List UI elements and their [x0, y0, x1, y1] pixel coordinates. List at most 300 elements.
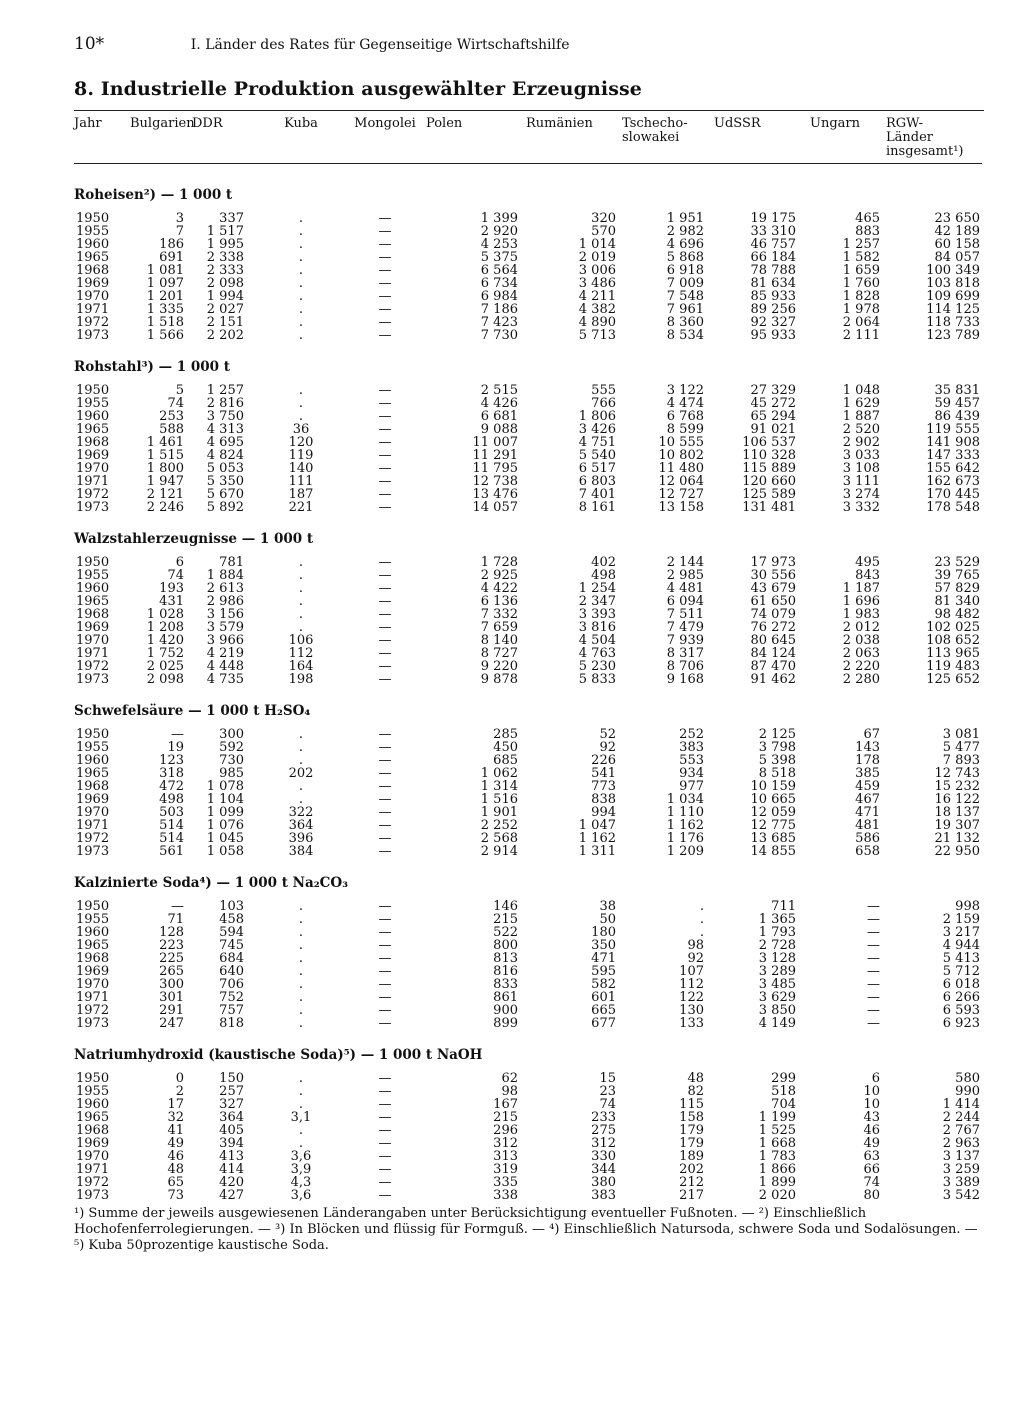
value-cell: 1 629: [842, 396, 880, 411]
value-cell: .: [699, 925, 704, 940]
value-cell: 467: [855, 792, 880, 807]
value-cell: 312: [493, 1136, 518, 1151]
value-cell: 1 078: [206, 779, 244, 794]
value-cell: 7 961: [666, 302, 704, 317]
value-cell: —: [378, 474, 392, 489]
value-cell: 2 728: [758, 938, 796, 953]
value-cell: 300: [159, 977, 184, 992]
value-cell: —: [378, 1016, 392, 1031]
value-cell: 5 892: [206, 500, 244, 515]
value-cell: 63: [863, 1149, 880, 1164]
value-cell: 36: [292, 422, 310, 437]
value-cell: 5 670: [206, 487, 244, 502]
value-cell: 12 743: [934, 766, 980, 781]
value-cell: 2 064: [842, 315, 880, 330]
value-cell: 3 217: [942, 925, 980, 940]
value-cell: 119: [288, 448, 314, 463]
value-cell: —: [378, 620, 392, 635]
value-cell: .: [298, 1097, 304, 1112]
value-cell: 45 272: [750, 396, 796, 411]
value-cell: 2 767: [942, 1123, 980, 1138]
value-cell: 1 162: [578, 831, 616, 846]
value-cell: 8 140: [480, 633, 518, 648]
value-cell: 5: [175, 383, 184, 398]
column-header: Rumänien: [526, 116, 593, 131]
value-cell: 1 097: [146, 276, 184, 291]
value-cell: 3 033: [842, 448, 880, 463]
value-cell: 13 158: [658, 500, 704, 515]
year-cell: 1950: [76, 1071, 110, 1086]
table-row: [74, 728, 982, 741]
value-cell: 19 307: [934, 818, 980, 833]
value-cell: 143: [855, 740, 880, 755]
value-cell: 514: [159, 818, 184, 833]
value-cell: 33 310: [750, 224, 796, 239]
value-cell: .: [298, 568, 304, 583]
table-row: [74, 965, 982, 978]
value-cell: 2 098: [206, 276, 244, 291]
value-cell: —: [378, 224, 392, 239]
value-cell: 330: [591, 1149, 616, 1164]
value-cell: 7 401: [578, 487, 616, 502]
column-header: Bulgarien: [130, 116, 195, 131]
value-cell: 318: [159, 766, 184, 781]
value-cell: —: [378, 250, 392, 265]
value-cell: 1 728: [480, 555, 518, 570]
value-cell: .: [298, 753, 304, 768]
value-cell: 2 985: [666, 568, 704, 583]
value-cell: 128: [159, 925, 184, 940]
value-cell: 43: [863, 1110, 880, 1125]
value-cell: 1 110: [666, 805, 704, 820]
value-cell: 1 104: [206, 792, 244, 807]
year-cell: 1969: [76, 276, 110, 291]
year-cell: 1972: [76, 659, 110, 674]
value-cell: 495: [855, 555, 880, 570]
value-cell: 7 009: [666, 276, 704, 291]
value-cell: 498: [159, 792, 184, 807]
value-cell: 7: [175, 224, 184, 239]
value-cell: 3 259: [942, 1162, 980, 1177]
value-cell: 6: [871, 1071, 880, 1086]
value-cell: 223: [159, 938, 184, 953]
value-cell: 291: [159, 1003, 184, 1018]
value-cell: 431: [159, 594, 184, 609]
value-cell: 98: [501, 1084, 518, 1099]
value-cell: 1 516: [480, 792, 518, 807]
value-cell: 10 159: [750, 779, 796, 794]
value-cell: 2 902: [842, 435, 880, 450]
value-cell: 3,9: [290, 1162, 312, 1177]
year-cell: 1970: [76, 289, 110, 304]
value-cell: —: [378, 276, 392, 291]
value-cell: 147 333: [926, 448, 980, 463]
value-cell: 66 184: [750, 250, 796, 265]
value-cell: 257: [219, 1084, 244, 1099]
value-cell: 113 965: [926, 646, 980, 661]
value-cell: 3 486: [578, 276, 616, 291]
table-row: [74, 1176, 982, 1189]
section-heading-row: [74, 858, 982, 900]
value-cell: 8 727: [480, 646, 518, 661]
value-cell: —: [378, 899, 392, 914]
value-cell: 10 802: [658, 448, 704, 463]
value-cell: 7 893: [942, 753, 980, 768]
value-cell: 745: [219, 938, 244, 953]
value-cell: 773: [591, 779, 616, 794]
year-cell: 1960: [76, 753, 110, 768]
value-cell: 498: [591, 568, 616, 583]
value-cell: —: [378, 912, 392, 927]
value-cell: —: [378, 396, 392, 411]
value-cell: .: [298, 1071, 304, 1086]
value-cell: 23 529: [934, 555, 980, 570]
value-cell: 285: [493, 727, 518, 742]
value-cell: —: [378, 659, 392, 674]
year-cell: 1970: [76, 1149, 110, 1164]
value-cell: .: [298, 211, 304, 226]
value-cell: 125 652: [926, 672, 980, 687]
value-cell: 82: [687, 1084, 704, 1099]
value-cell: 1 208: [146, 620, 184, 635]
value-cell: —: [378, 581, 392, 596]
value-cell: 275: [591, 1123, 616, 1138]
value-cell: .: [298, 263, 304, 278]
value-cell: —: [378, 964, 392, 979]
year-cell: 1968: [76, 607, 110, 622]
value-cell: 187: [288, 487, 314, 502]
value-cell: 472: [159, 779, 184, 794]
year-cell: 1973: [76, 500, 110, 515]
value-cell: 212: [679, 1175, 704, 1190]
value-cell: 503: [159, 805, 184, 820]
value-cell: 757: [219, 1003, 244, 1018]
value-cell: 115: [679, 1097, 704, 1112]
column-header: DDR: [192, 116, 223, 131]
value-cell: 46: [863, 1123, 880, 1138]
year-cell: 1965: [76, 766, 110, 781]
value-cell: 9 220: [480, 659, 518, 674]
year-cell: 1955: [76, 740, 110, 755]
value-cell: 10: [863, 1084, 880, 1099]
year-cell: 1965: [76, 422, 110, 437]
value-cell: .: [298, 925, 304, 940]
value-cell: —: [378, 328, 392, 343]
value-cell: 2: [175, 1084, 184, 1099]
year-cell: 1969: [76, 620, 110, 635]
value-cell: —: [378, 211, 392, 226]
value-cell: 4 824: [206, 448, 244, 463]
value-cell: 7 939: [666, 633, 704, 648]
value-cell: 1 099: [206, 805, 244, 820]
page-number: 10*: [74, 34, 105, 54]
value-cell: 107: [679, 964, 704, 979]
value-cell: 2 063: [842, 646, 880, 661]
value-cell: 4 219: [206, 646, 244, 661]
running-title: I. Länder des Rates für Gegenseitige Wirtschaftshilfe: [190, 37, 570, 53]
value-cell: 133: [679, 1016, 704, 1031]
value-cell: 337: [219, 211, 244, 226]
value-cell: 5 053: [206, 461, 244, 476]
value-cell: 594: [219, 925, 244, 940]
year-cell: 1960: [76, 581, 110, 596]
value-cell: 6 768: [666, 409, 704, 424]
value-cell: 73: [167, 1188, 184, 1203]
value-cell: 19 175: [750, 211, 796, 226]
value-cell: —: [378, 740, 392, 755]
value-cell: 164: [288, 659, 314, 674]
year-cell: 1955: [76, 396, 110, 411]
value-cell: 396: [288, 831, 314, 846]
value-cell: 4 481: [666, 581, 704, 596]
value-cell: —: [378, 263, 392, 278]
value-cell: 130: [679, 1003, 704, 1018]
value-cell: 2 025: [146, 659, 184, 674]
value-cell: 6 018: [942, 977, 980, 992]
value-cell: 4 696: [666, 237, 704, 252]
value-cell: 7 423: [480, 315, 518, 330]
value-cell: 112: [288, 646, 314, 661]
year-cell: 1971: [76, 646, 110, 661]
value-cell: 553: [679, 753, 704, 768]
value-cell: 3 128: [758, 951, 796, 966]
year-cell: 1973: [76, 1016, 110, 1031]
value-cell: 4 448: [206, 659, 244, 674]
year-cell: 1973: [76, 844, 110, 859]
value-cell: 2 347: [578, 594, 616, 609]
year-cell: 1969: [76, 964, 110, 979]
value-cell: 405: [219, 1123, 244, 1138]
value-cell: 2 333: [206, 263, 244, 278]
value-cell: 84 124: [750, 646, 796, 661]
value-cell: 3,6: [290, 1149, 312, 1164]
value-cell: 12 775: [750, 818, 796, 833]
value-cell: .: [298, 328, 304, 343]
table-row: [74, 1137, 982, 1150]
value-cell: 4 426: [480, 396, 518, 411]
value-cell: 74: [167, 568, 184, 583]
year-cell: 1971: [76, 990, 110, 1005]
value-cell: 580: [955, 1071, 980, 1086]
value-cell: —: [378, 237, 392, 252]
value-cell: 1 901: [480, 805, 518, 820]
value-cell: 2 159: [942, 912, 980, 927]
year-cell: 1973: [76, 328, 110, 343]
value-cell: 471: [855, 805, 880, 820]
value-cell: 985: [219, 766, 244, 781]
value-cell: 5 833: [578, 672, 616, 687]
value-cell: 685: [493, 753, 518, 768]
value-cell: 4 763: [578, 646, 616, 661]
value-cell: 450: [493, 740, 518, 755]
value-cell: 81 340: [934, 594, 980, 609]
value-cell: —: [378, 1123, 392, 1138]
value-cell: 8 317: [666, 646, 704, 661]
value-cell: 2 963: [942, 1136, 980, 1151]
value-cell: 49: [167, 1136, 184, 1151]
value-cell: .: [298, 938, 304, 953]
value-cell: 541: [591, 766, 616, 781]
value-cell: .: [298, 409, 304, 424]
value-cell: 582: [591, 977, 616, 992]
value-cell: 3 111: [842, 474, 880, 489]
year-cell: 1971: [76, 1162, 110, 1177]
value-cell: 7 659: [480, 620, 518, 635]
value-cell: 5 868: [666, 250, 704, 265]
value-cell: 1 947: [146, 474, 184, 489]
value-cell: 4,3: [290, 1175, 312, 1190]
value-cell: —: [378, 753, 392, 768]
value-cell: 265: [159, 964, 184, 979]
value-cell: 427: [219, 1188, 244, 1203]
value-cell: 1 951: [666, 211, 704, 226]
value-cell: 335: [493, 1175, 518, 1190]
value-cell: 899: [493, 1016, 518, 1031]
year-cell: 1970: [76, 977, 110, 992]
value-cell: 1 515: [146, 448, 184, 463]
value-cell: 320: [591, 211, 616, 226]
value-cell: 189: [679, 1149, 704, 1164]
value-cell: 1 254: [578, 581, 616, 596]
value-cell: 1 668: [758, 1136, 796, 1151]
value-cell: 2 098: [146, 672, 184, 687]
value-cell: 112: [679, 977, 704, 992]
value-cell: 10 665: [750, 792, 796, 807]
value-cell: —: [867, 1003, 880, 1018]
value-cell: .: [298, 289, 304, 304]
value-cell: —: [378, 766, 392, 781]
value-cell: 2 515: [480, 383, 518, 398]
column-header: Tschecho- slowakei: [622, 116, 688, 145]
value-cell: 57 829: [934, 581, 980, 596]
value-cell: 350: [591, 938, 616, 953]
value-cell: 3 750: [206, 409, 244, 424]
value-cell: 2 568: [480, 831, 518, 846]
value-cell: 3 629: [758, 990, 796, 1005]
table-row: [74, 1017, 982, 1030]
value-cell: 3 850: [758, 1003, 796, 1018]
value-cell: 900: [493, 1003, 518, 1018]
value-cell: 3 798: [758, 740, 796, 755]
value-cell: 1 209: [666, 844, 704, 859]
value-cell: .: [298, 779, 304, 794]
value-cell: 2 986: [206, 594, 244, 609]
value-cell: 2 246: [146, 500, 184, 515]
value-cell: 1 414: [942, 1097, 980, 1112]
value-cell: 2 244: [942, 1110, 980, 1125]
year-cell: 1950: [76, 383, 110, 398]
value-cell: 2 027: [206, 302, 244, 317]
value-cell: .: [298, 396, 304, 411]
year-cell: 1970: [76, 805, 110, 820]
section-heading: Roheisen²) — 1 000 t: [74, 186, 233, 203]
value-cell: —: [867, 1016, 880, 1031]
value-cell: 3 122: [666, 383, 704, 398]
value-cell: 122: [679, 990, 704, 1005]
value-cell: 570: [591, 224, 616, 239]
value-cell: 61 650: [750, 594, 796, 609]
value-cell: 6 266: [942, 990, 980, 1005]
value-cell: —: [378, 977, 392, 992]
value-cell: 4 751: [578, 435, 616, 450]
value-cell: 3: [175, 211, 184, 226]
value-cell: 74: [863, 1175, 880, 1190]
value-cell: —: [378, 990, 392, 1005]
value-cell: .: [298, 977, 304, 992]
column-header: Polen: [426, 116, 463, 131]
value-cell: 1 314: [480, 779, 518, 794]
value-cell: 706: [219, 977, 244, 992]
value-cell: 1 983: [842, 607, 880, 622]
value-cell: —: [378, 844, 392, 859]
value-cell: .: [298, 276, 304, 291]
value-cell: 98 482: [934, 607, 980, 622]
value-cell: .: [298, 1084, 304, 1099]
value-cell: 6 094: [666, 594, 704, 609]
value-cell: —: [378, 1084, 392, 1099]
value-cell: 32: [167, 1110, 184, 1125]
value-cell: 221: [288, 500, 314, 515]
value-cell: 4 211: [578, 289, 616, 304]
year-cell: 1970: [76, 633, 110, 648]
value-cell: 46 757: [750, 237, 796, 252]
value-cell: —: [378, 594, 392, 609]
value-cell: 8 599: [666, 422, 704, 437]
value-cell: 3 579: [206, 620, 244, 635]
value-cell: 4 313: [206, 422, 244, 437]
value-cell: —: [867, 951, 880, 966]
value-cell: 52: [599, 727, 616, 742]
value-cell: —: [171, 899, 184, 914]
value-cell: 1 257: [842, 237, 880, 252]
value-cell: 2 520: [842, 422, 880, 437]
value-cell: 81 634: [750, 276, 796, 291]
value-cell: 2 914: [480, 844, 518, 859]
value-cell: .: [298, 581, 304, 596]
value-cell: 816: [493, 964, 518, 979]
value-cell: 3 332: [842, 500, 880, 515]
table-row: [74, 673, 982, 686]
value-cell: —: [378, 409, 392, 424]
value-cell: 19: [167, 740, 184, 755]
table-row: [74, 329, 982, 342]
value-cell: 8 360: [666, 315, 704, 330]
value-cell: 114 125: [926, 302, 980, 317]
value-cell: 9 878: [480, 672, 518, 687]
value-cell: 1 899: [758, 1175, 796, 1190]
value-cell: 49: [863, 1136, 880, 1151]
value-cell: 9 088: [480, 422, 518, 437]
value-cell: 2 280: [842, 672, 880, 687]
value-cell: 640: [219, 964, 244, 979]
value-cell: 6 517: [578, 461, 616, 476]
value-cell: 119 555: [926, 422, 980, 437]
value-cell: 2 816: [206, 396, 244, 411]
column-header: Jahr: [74, 116, 102, 131]
value-cell: 8 161: [578, 500, 616, 515]
value-cell: .: [298, 990, 304, 1005]
value-cell: 4 890: [578, 315, 616, 330]
value-cell: 2 019: [578, 250, 616, 265]
value-cell: 14 855: [750, 844, 796, 859]
value-cell: 11 795: [472, 461, 518, 476]
value-cell: 21 132: [934, 831, 980, 846]
value-cell: 91 021: [750, 422, 796, 437]
value-cell: —: [378, 1071, 392, 1086]
value-cell: 103 818: [926, 276, 980, 291]
year-cell: 1972: [76, 1175, 110, 1190]
value-cell: 4 382: [578, 302, 616, 317]
